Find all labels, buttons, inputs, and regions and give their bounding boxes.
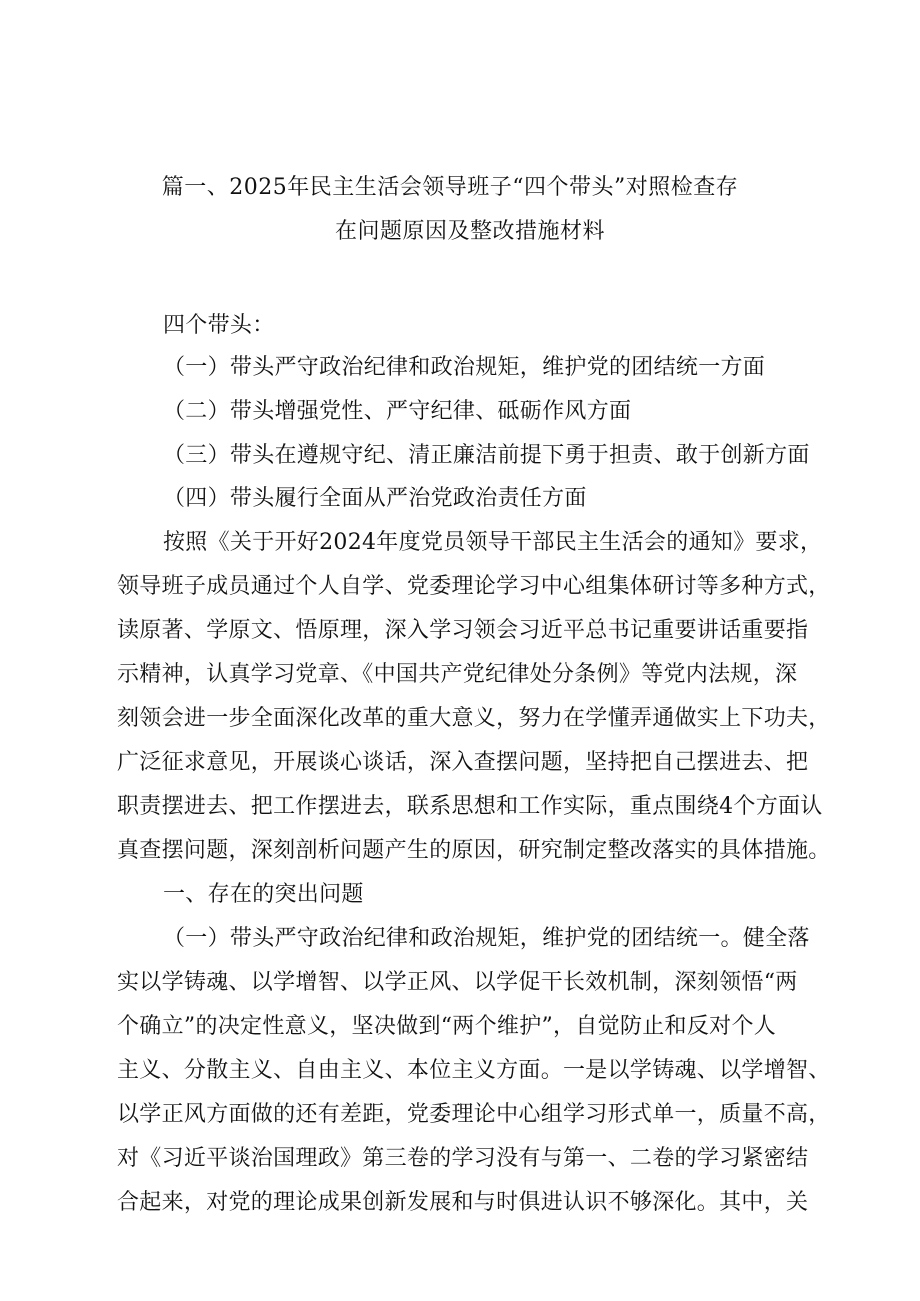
list-item-lead-3: （三）带头在遵规守纪、清正廉洁前提下勇于担责、敢于创新方面 [163, 443, 810, 468]
paragraph-line: 职责摆进去、把工作摆进去，联系思想和工作实际，重点围绕4个方面认 [117, 794, 823, 819]
paragraph-line: 对《习近平谈治国理政》第三卷的学习没有与第一、二卷的学习紧密结 [117, 1146, 809, 1171]
section-heading-problems: 一、存在的突出问题 [163, 882, 364, 907]
paragraph-line: （一）带头严守政治纪律和政治规矩，维护党的团结统一。健全落 [163, 926, 810, 951]
paragraph-line: 个确立”的决定性意义，坚决做到“两个维护”，自觉防止和反对个人 [117, 1014, 777, 1039]
paragraph-line: 真查摆问题，深刻剖析问题产生的原因，研究制定整改落实的具体措施。 [117, 838, 831, 863]
paragraph-line: 示精神，认真学习党章、《中国共产党纪律处分条例》等党内法规，深 [117, 662, 798, 687]
list-item-lead-2: （二）带头增强党性、严守纪律、砥砺作风方面 [163, 399, 632, 424]
document-title-line-1: 篇一、2025年民主生活会领导班子“四个带头”对照检查存 [161, 175, 739, 200]
paragraph-line: 广泛征求意见，开展谈心谈话，深入查摆问题，坚持把自己摆进去、把 [117, 750, 809, 775]
paragraph-line: 领导班子成员通过个人自学、党委理论学习中心组集体研讨等多种方式， [117, 574, 831, 599]
paragraph-line: 主义、分散主义、自由主义、本位主义方面。一是以学铸魂、以学增智、 [117, 1058, 831, 1083]
paragraph-line: 实以学铸魂、以学增智、以学正风、以学促干长效机制，深刻领悟“两 [117, 970, 798, 995]
section-heading-four-leads: 四个带头： [163, 313, 275, 338]
paragraph-line: 读原著、学原文、悟原理，深入学习领会习近平总书记重要讲话重要指 [117, 618, 809, 643]
list-item-lead-1: （一）带头严守政治纪律和政治规矩，维护党的团结统一方面 [163, 355, 766, 380]
list-item-lead-4: （四）带头履行全面从严治党政治责任方面 [163, 486, 587, 511]
paragraph-line: 刻领会进一步全面深化改革的重大意义，努力在学懂弄通做实上下功夫， [117, 706, 831, 731]
paragraph-line: 合起来，对党的理论成果创新发展和与时俱进认识不够深化。其中，关 [117, 1190, 809, 1215]
paragraph-line: 按照《关于开好2024年度党员领导干部民主生活会的通知》要求， [163, 530, 823, 555]
document-title-line-2: 在问题原因及整改措施材料 [334, 219, 605, 244]
paragraph-line: 以学正风方面做的还有差距，党委理论中心组学习形式单一，质量不高， [117, 1102, 831, 1127]
